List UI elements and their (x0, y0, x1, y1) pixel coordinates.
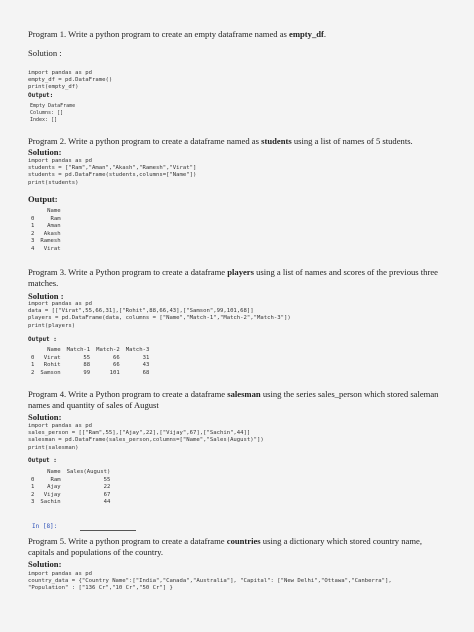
table-index: 1 (31, 362, 35, 369)
program-3-title-end: using a list of names and scores of the previous three matches. (28, 267, 438, 288)
program-4-title-text: Program 4. Write a Python program to create a dataframe (28, 389, 228, 399)
table-row (28, 246, 64, 254)
table-index: 4 (31, 245, 35, 252)
table-row (28, 231, 64, 239)
table-header-cell (28, 347, 37, 355)
program-5-solution-label: Solution: (28, 559, 62, 569)
table-index: 2 (31, 230, 35, 237)
program-2-output-label: Output: (28, 194, 58, 204)
table-header-row (28, 208, 64, 216)
program-2-title-text: Program 2. Write a python program to create a dataframe named as (28, 136, 262, 146)
table-row (28, 499, 113, 507)
program-4-title (28, 389, 448, 411)
table-row (28, 362, 152, 370)
table-index: 0 (31, 215, 35, 222)
table-index: 3 (31, 238, 35, 245)
table-row (28, 355, 152, 363)
program-3-dataframe-name: players (227, 267, 254, 277)
table-cell: Virat (43, 245, 61, 252)
table-header-cell: Sales(August) (66, 469, 111, 475)
table-cell: 43 (142, 362, 150, 369)
table-header-cell (28, 208, 37, 216)
table-cell: 101 (109, 369, 120, 376)
table-row (28, 370, 152, 378)
table-header-cell: Match-2 (96, 347, 120, 353)
program-5-code: import pandas as pd country_data = {"Country Name":["India","Canada","Australia"], "Capital": ["New Delhi","Ottawa","Canberra"], "Population" : ["136 Cr","10 Cr","50 Cr"] } (28, 571, 392, 592)
table-header-row (28, 347, 152, 355)
table-row (28, 216, 64, 224)
program-1-output: Empty DataFrame Columns: [] Index: [] (30, 103, 76, 123)
table-row (28, 484, 113, 492)
table-cell: Sachin (40, 499, 61, 506)
program-5-title-text: Program 5. Write a python program to create a dataframe (28, 536, 227, 546)
table-header-cell: Match-1 (66, 347, 91, 353)
table-index: 2 (31, 491, 35, 498)
table-cell: 66 (113, 362, 120, 369)
table-index: 1 (31, 484, 35, 491)
table-header-cell: Name (47, 469, 61, 475)
program-3-output-label: Output : (28, 336, 57, 343)
table-cell: 99 (83, 369, 91, 376)
table-index: 3 (31, 499, 35, 506)
program-4-title-end: using the series sales_person which stored saleman names and quantity of sales of August (28, 389, 439, 410)
table-cell: Ram (50, 476, 61, 483)
table-cell: Ramesh (40, 238, 61, 245)
program-5-title (28, 536, 448, 558)
program-4-dataframe-name: salesman (227, 389, 261, 399)
program-2-output-table (28, 208, 64, 254)
table-cell: 22 (103, 484, 111, 491)
table-row (28, 492, 113, 500)
table-cell: 55 (103, 476, 111, 483)
table-cell: Virat (43, 354, 61, 361)
table-cell: Samson (40, 369, 61, 376)
program-2-title-end: using a list of names of 5 students. (291, 136, 413, 146)
table-cell: Rohit (43, 362, 61, 369)
program-1-title (28, 29, 326, 40)
program-3-output-table (28, 347, 152, 377)
table-cell: Ajay (47, 484, 61, 491)
program-2-code: import pandas as pd students = ["Ram","Aman","Akash","Ramesh","Virat"] students = pd.DataFrame(students,columns=["Name"]) print(students) (28, 158, 197, 186)
table-row (28, 238, 64, 246)
program-1-solution-label: Solution : (28, 48, 62, 58)
table-row (28, 477, 113, 485)
program-5-title-end: using a dictionary which stored country name, capitals and populations of the country. (28, 536, 422, 557)
table-cell: 68 (142, 369, 150, 376)
program-2-title (28, 136, 413, 147)
table-cell: 55 (83, 354, 91, 361)
table-header-row (28, 469, 113, 477)
table-cell: Ram (50, 215, 61, 222)
cell-input-prompt: In [8]: (32, 523, 58, 530)
table-cell: 44 (103, 499, 111, 506)
table-index: 0 (31, 354, 35, 361)
program-1-title-end: . (323, 29, 327, 39)
program-5-dataframe-name: countries (226, 536, 261, 546)
table-header-cell: Match-3 (125, 347, 150, 353)
table-cell: 31 (142, 354, 150, 361)
cell-input-underline (80, 530, 136, 531)
table-index: 1 (31, 223, 35, 230)
program-4-code: import pandas as pd sales_person = [["Ram",55],["Ajay",22],["Vijay",67],["Sachin",44]] salesman = pd.DataFrame(sales_person,columns=["Name","Sales(August)"]) print(salesman) (28, 423, 264, 451)
program-1-dataframe-name: empty_df (289, 29, 324, 39)
table-row (28, 223, 64, 231)
table-index: 0 (31, 476, 35, 483)
table-index: 2 (31, 369, 35, 376)
program-1-output-label: Output: (28, 92, 54, 99)
table-cell: Vijay (43, 491, 61, 498)
program-3-code: import pandas as pd data = [["Virat",55,66,31],["Rohit",88,66,43],["Samson",99,101,68]] players = pd.DataFrame(data, columns = ["Name","Match-1","Match-2","Match-3"]) print(players) (28, 301, 291, 329)
table-cell: Aman (47, 223, 61, 230)
program-4-output-label: Output : (28, 457, 57, 464)
table-cell: Akash (43, 230, 61, 237)
program-3-solution-label: Solution : (28, 291, 64, 301)
program-4-output-table (28, 469, 113, 507)
program-2-dataframe-name: students (261, 136, 292, 146)
program-3-title (28, 267, 448, 289)
table-cell: 67 (103, 491, 111, 498)
program-3-title-text: Program 3. Write a Python program to create a dataframe (28, 267, 228, 277)
table-header-cell (28, 469, 37, 477)
table-header-cell: Name (47, 347, 61, 353)
table-header-cell: Name (47, 208, 61, 214)
table-cell: 66 (113, 354, 120, 361)
program-4-solution-label: Solution: (28, 412, 62, 422)
program-1-code: import pandas as pd empty_df = pd.DataFrame() print(empty_df) (28, 70, 113, 91)
table-cell: 88 (83, 362, 91, 369)
program-2-solution-label: Solution: (28, 147, 62, 157)
program-1-title-text: Program 1. Write a python program to create an empty dataframe named as (28, 29, 290, 39)
